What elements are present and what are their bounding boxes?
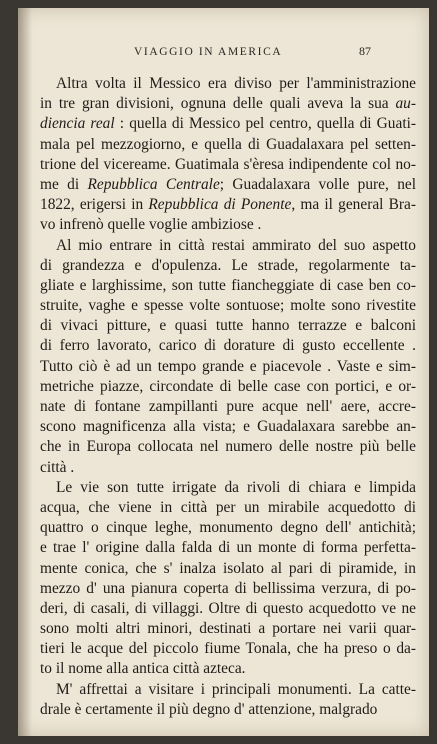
text-line: acqua, che viene in città per un mirabile acquedotto di [40,498,416,516]
text-line: Altra volta il Messico era diviso per l'amministrazione [56,75,416,92]
text-line: M' affrettai a visitare i principali monumenti. La catte- [56,680,416,698]
text-line: vo infrenò quelle voglie ambiziose . [40,216,262,234]
text-line: diencia real : quella di Messico pel centro, quella di Guati- [40,115,416,133]
text-line: struite, vaghe e spesse volte sontuose; molte sono rivestite [40,297,416,315]
gutter-shadow [18,8,32,736]
text-line: mala pel mezzogiorno, e quella di Guadalaxara pel setten- [40,135,416,153]
text-line: metriche piazze, circondate di belle case con portici, e or- [40,377,416,395]
text-line: Le vie son tutte irrigate da rivoli di chiara e limpida [56,478,416,496]
text-line: scono magnificenza alla vista; e Guadalaxara sarebbe an- [40,418,416,436]
text-line: di grandezza e d'opulenza. Le strade, regolarmente ta- [40,256,416,274]
paragraph [40,680,416,720]
text-line: in tre gran divisioni, ognuna delle quali aveva la sua au- [40,95,416,113]
text-line: di vivaci pitture, e quasi tutte hanno terrazze e balconi [40,317,416,335]
text-line: Al mio entrare in città restai ammirato del suo aspetto [56,236,416,254]
text-line: e trae l' origine dalla falda di un monte di forma perfetta- [40,539,416,557]
page-number: 87 [359,44,371,58]
text-line: deri, di casali, di villaggi. Oltre di questo acquedotto ve ne [40,599,416,617]
paragraph [40,236,416,478]
text-line: quattro o cinque leghe, monumento degno dell' antichità; [40,519,416,537]
book-page [18,8,429,736]
text-line: nate di fontane zampillanti pure acque nell' aere, accre- [40,398,416,415]
text-line: città . [40,458,75,476]
text-line: drale è certamente il più degno d' attenzione, malgrado [40,700,378,718]
body-text [40,74,416,720]
text-line: che in Europa collocata nel numero delle nostre più belle [40,438,416,456]
text-line: Tutto ciò è ad un tempo grande e piacevole . Vaste e sim- [40,357,416,375]
text-line: mente conica, che s' inalza isolato al pari di piramide, in [40,559,416,577]
text-line: sono molti altri minori, destinati a portare nei varii quar- [40,620,416,638]
text-line: tieri le acque del piccolo fiume Tonala, che ha preso o da- [40,640,416,658]
running-title: VIAGGIO IN AMERICA [134,46,283,58]
paragraph [40,478,416,680]
text-line: trione del vicereame. Guatimala s'èresa indipendente col no- [40,155,416,173]
text-line: mezzo d' una pianura coperta di bellissima verzura, di po- [40,579,416,597]
text-line: me di Repubblica Centrale; Guadalaxara volle pure, nel [40,175,416,193]
text-line: 1822, erigersi in Repubblica di Ponente, ma il general Bra- [40,196,416,214]
text-line: to il nome alla antica città azteca. [40,660,246,678]
page-header [18,46,429,62]
text-line: gliate e larghissime, son tutte fiancheggiate di case ben co- [40,276,416,294]
paragraph [40,74,416,236]
text-line: di ferro lavorato, carico di dorature di gusto eccellente . [40,337,416,355]
